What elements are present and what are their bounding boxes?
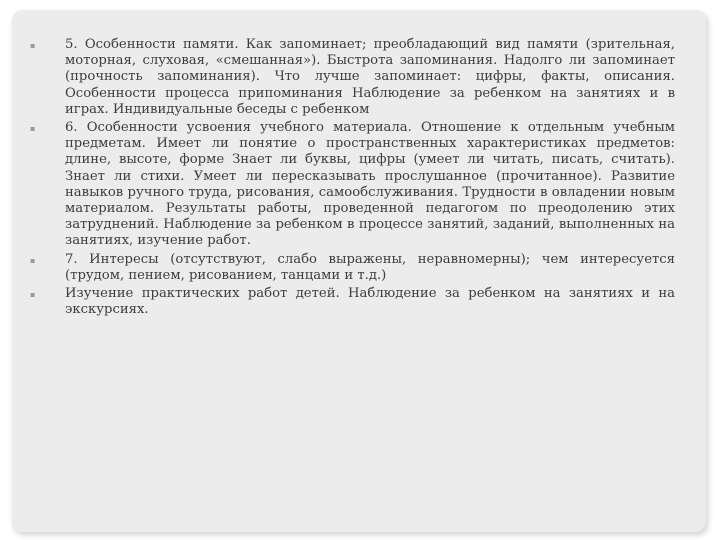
bullet-icon: ▪ [30, 290, 36, 300]
bullet-item-learning [30, 120, 675, 250]
bullet-icon: ▪ [30, 255, 36, 265]
bullet-item-practical-work [30, 286, 675, 318]
bullet-icon: ▪ [30, 124, 36, 134]
bullet-item-interests [30, 251, 675, 284]
bullet-text: Изучение практических работ детей. Наблюдение за ребенком на занятиях и на экскурсиях. [65, 286, 675, 318]
bullet-list [30, 37, 675, 320]
bullet-item-memory [30, 37, 675, 118]
bullet-text: 6. Особенности усвоения учебного материала. Отношение к отдельным учебным предметам. Имеет ли понятие о пространственных характеристиках предметов: длине, высоте, форме Знает ли буквы, цифры (умеет ли читать, писать, считать). Знает ли стихи. Умеет ли пересказывать прослушанное (прочитанное). Развитие навыков ручного труда, рисования, самообслуживания. Трудности в овладении новым материалом. Результаты работы, проведенной педагогом по преодолению этих затруднений. Наблюдение за ребенком в процессе занятий, заданий, выполненных на занятиях, изучение работ. [65, 120, 675, 249]
bullet-icon: ▪ [30, 41, 36, 50]
bullet-text: 5. Особенности памяти. Как запоминает; преобладающий вид памяти (зрительная, моторная, слуховая, «смешанная»). Быстрота запоминания. Надолго ли запоминает (прочность запоминания). Что лучше запоминает: цифры, факты, описания. Особенности процесса припоминания Наблюдение за ребенком на занятиях и в играх. Индивидуальные беседы с ребенком [65, 37, 675, 117]
bullet-text: 7. Интересы (отсутствуют, слабо выражены, неравномерны); чем интересуется (трудом, пением, рисованием, танцами и т.д.) [65, 251, 675, 283]
